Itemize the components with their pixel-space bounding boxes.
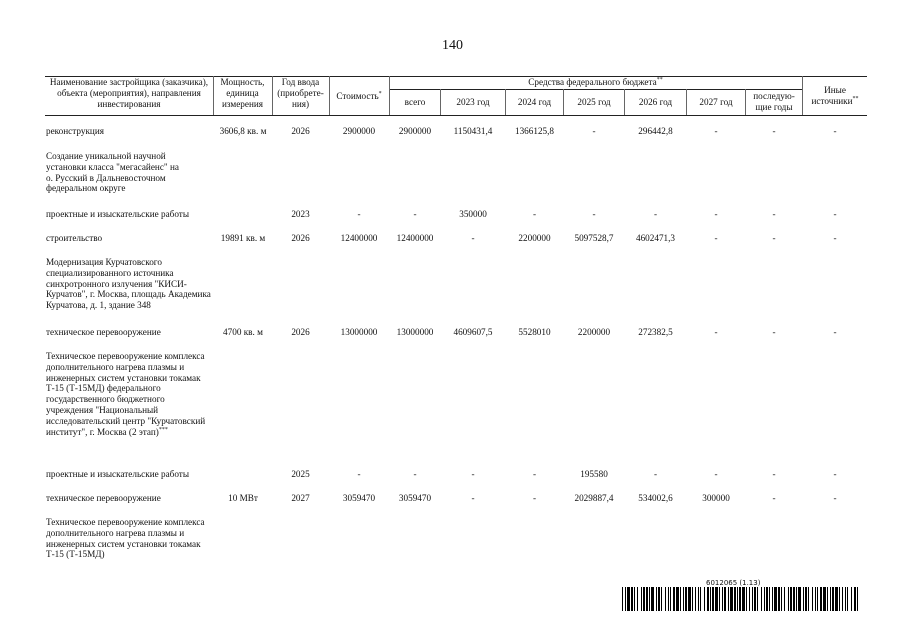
row-other: - [833,493,837,503]
row-2023: - [471,493,475,503]
row-cost: - [357,469,361,479]
row-2026: 272382,5 [638,327,673,337]
row-name: проектные и изыскательские работы [46,209,189,219]
row-year: 2026 [291,327,310,337]
row-2023: 1150431,4 [453,126,493,136]
row-2027: - [714,209,718,219]
row-cost: - [357,209,361,219]
row-total: - [413,209,417,219]
row-2024: 2200000 [518,233,551,243]
row-2023: 350000 [459,209,487,219]
barcode-image [622,587,858,611]
row-2026: - [653,209,658,219]
row-other: - [833,209,837,219]
row-2027: - [714,327,718,337]
row-2026: 296442,8 [638,126,673,136]
row-capacity: 19891 кв. м [220,233,266,243]
row-2027: - [714,126,718,136]
header-2025: 2025 год [577,97,611,107]
header-2023: 2023 год [456,97,490,107]
row-group-title: Создание уникальной научной установки класса "мегасайенс" на о. Русский в Дальневосточном федеральном округе [46,151,179,194]
row-name: строительство [46,233,103,243]
row-name: техническое перевооружение [46,493,161,503]
header-name: Наименование застройщика (заказчика), объекта (мероприятия), направления инвестирования [49,77,209,109]
row-group-title: Техническое перевооружение комплекса дополнительного нагрева плазмы и инженерных систем установки токамак Т-15 (Т-15МД) [46,517,205,560]
row-capacity: 10 МВт [228,493,258,503]
row-2025: - [592,126,596,136]
row-other: - [833,469,837,479]
header-later: последую-щие годы [753,91,795,112]
row-later: - [772,126,776,136]
row-later: - [772,493,776,503]
header-year: Год ввода (приобрете-ния) [277,77,324,109]
row-cost: 13000000 [340,327,378,337]
barcode-number: 6012065 (1.13) [706,579,761,587]
federal-subheader-line [389,89,802,90]
row-other: - [833,327,837,337]
row-2026: 534002,6 [638,493,673,503]
row-2027: - [714,233,718,243]
row-capacity: 3606,8 кв. м [219,126,267,136]
row-2027: - [714,469,718,479]
row-other: - [833,126,837,136]
header-capacity: Мощность, единица измерения [220,77,265,109]
row-other: - [833,233,837,243]
row-2025: 2200000 [577,327,611,337]
row-later: - [772,327,776,337]
header-2027: 2027 год [699,97,733,107]
row-2024: 5528010 [518,327,551,337]
row-year: 2026 [291,126,310,136]
row-2025: 5097528,7 [574,233,614,243]
row-year: 2027 [291,493,310,503]
row-2024: 1366125,8 [514,126,555,136]
row-total: 12400000 [396,233,434,243]
row-group-title: Техническое перевооружение комплекса дополнительного нагрева плазмы и инженерных систем установки токамак Т-15 (Т-15МД) федерального государственного бюджетного учреждения "Национальный исследовательский центр "Курчатовский институт", г. Москва (2 этап)*** [46,351,206,437]
row-year: 2026 [291,233,310,243]
row-group-title: Модернизация Курчатовского специализированного источника синхротронного излучения "КИСИ-Курчатов", г. Москва, площадь Академика Курчатова, д. 1, здание 348 [46,257,211,311]
row-capacity: 4700 кв. м [223,327,263,337]
row-later: - [772,233,776,243]
row-later: - [772,469,776,479]
row-2023: - [471,469,475,479]
header-2024: 2024 год [517,97,552,107]
row-2023: 4609607,5 [453,327,493,337]
row-2023: - [471,233,475,243]
row-name: техническое перевооружение [46,327,161,337]
row-2024: - [532,209,537,219]
header-cost: Стоимость* [336,90,382,101]
row-2026: - [653,469,658,479]
row-cost: 3059470 [342,493,376,503]
header-2026: 2026 год [638,97,673,107]
row-total: 3059470 [398,493,432,503]
row-later: - [772,209,776,219]
row-2025: 2029887,4 [574,493,614,503]
header-bottom-line [45,115,867,116]
header-federal: Средства федерального бюджета** [528,76,663,87]
row-cost: 12400000 [340,233,378,243]
row-2025: - [592,209,596,219]
row-total: 2900000 [398,126,432,136]
page-number: 140 [442,38,463,53]
header-other: Иные источники** [811,85,859,106]
row-name: проектные и изыскательские работы [46,469,189,479]
row-2026: 4602471,3 [635,233,676,243]
row-cost: 2900000 [342,126,376,136]
row-name: реконструкция [46,126,104,136]
row-2025: 195580 [580,469,608,479]
header-total: всего [404,97,426,107]
row-2024: - [532,493,537,503]
row-year: 2025 [291,469,310,479]
row-total: - [413,469,417,479]
row-year: 2023 [291,209,310,219]
row-2024: - [532,469,537,479]
row-total: 13000000 [396,327,434,337]
row-2027: 300000 [702,493,730,503]
